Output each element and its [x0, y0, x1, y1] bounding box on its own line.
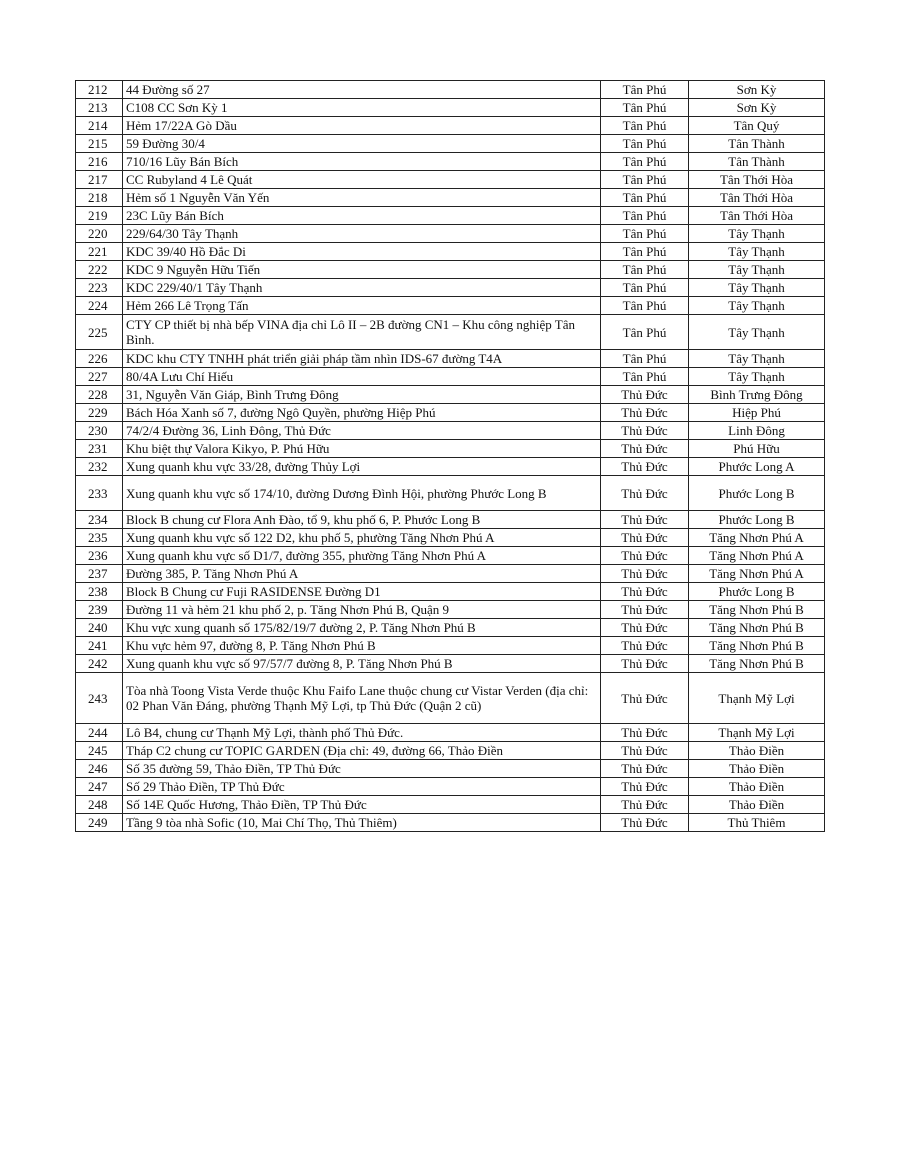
row-number: 233	[76, 476, 123, 511]
table-body	[76, 81, 825, 832]
table-row	[76, 529, 825, 547]
table-row	[76, 422, 825, 440]
ward-cell: Thạnh Mỹ Lợi	[689, 724, 825, 742]
address-cell: KDC 9 Nguyễn Hữu Tiến	[123, 261, 601, 279]
ward-cell: Tây Thạnh	[689, 243, 825, 261]
district-cell: Tân Phú	[601, 243, 689, 261]
table-row	[76, 796, 825, 814]
address-cell: Xung quanh khu vực số 122 D2, khu phố 5, phường Tăng Nhơn Phú A	[123, 529, 601, 547]
district-cell: Tân Phú	[601, 261, 689, 279]
row-number: 212	[76, 81, 123, 99]
row-number: 223	[76, 279, 123, 297]
district-cell: Tân Phú	[601, 297, 689, 315]
row-number: 240	[76, 619, 123, 637]
address-cell: CC Rubyland 4 Lê Quát	[123, 171, 601, 189]
row-number: 213	[76, 99, 123, 117]
ward-cell: Sơn Kỳ	[689, 99, 825, 117]
ward-cell: Tây Thạnh	[689, 279, 825, 297]
row-number: 234	[76, 511, 123, 529]
district-cell: Tân Phú	[601, 350, 689, 368]
row-number: 243	[76, 673, 123, 724]
table-row	[76, 619, 825, 637]
ward-cell: Tây Thạnh	[689, 315, 825, 350]
ward-cell: Bình Trưng Đông	[689, 386, 825, 404]
table-row	[76, 279, 825, 297]
row-number: 235	[76, 529, 123, 547]
locations-table	[75, 80, 825, 832]
address-cell: Hẻm 17/22A Gò Dầu	[123, 117, 601, 135]
ward-cell: Phước Long A	[689, 458, 825, 476]
table-row	[76, 440, 825, 458]
district-cell: Tân Phú	[601, 279, 689, 297]
district-cell: Thủ Đức	[601, 637, 689, 655]
row-number: 218	[76, 189, 123, 207]
district-cell: Thủ Đức	[601, 440, 689, 458]
row-number: 227	[76, 368, 123, 386]
district-cell: Tân Phú	[601, 135, 689, 153]
address-cell: Xung quanh khu vực số 97/57/7 đường 8, P. Tăng Nhơn Phú B	[123, 655, 601, 673]
table-row	[76, 476, 825, 511]
district-cell: Thủ Đức	[601, 673, 689, 724]
district-cell: Thủ Đức	[601, 583, 689, 601]
table-row	[76, 225, 825, 243]
table-row	[76, 814, 825, 832]
address-cell: Đường 385, P. Tăng Nhơn Phú A	[123, 565, 601, 583]
row-number: 222	[76, 261, 123, 279]
table-row	[76, 673, 825, 724]
ward-cell: Hiệp Phú	[689, 404, 825, 422]
table-row	[76, 207, 825, 225]
address-cell: 710/16 Lũy Bán Bích	[123, 153, 601, 171]
district-cell: Thủ Đức	[601, 619, 689, 637]
row-number: 215	[76, 135, 123, 153]
address-cell: 80/4A Lưu Chí Hiếu	[123, 368, 601, 386]
district-cell: Thủ Đức	[601, 547, 689, 565]
ward-cell: Thảo Điền	[689, 796, 825, 814]
district-cell: Tân Phú	[601, 81, 689, 99]
ward-cell: Tân Quý	[689, 117, 825, 135]
district-cell: Thủ Đức	[601, 742, 689, 760]
table-row	[76, 511, 825, 529]
table-row	[76, 261, 825, 279]
ward-cell: Phú Hữu	[689, 440, 825, 458]
row-number: 216	[76, 153, 123, 171]
address-cell: 31, Nguyễn Văn Giáp, Bình Trưng Đông	[123, 386, 601, 404]
row-number: 241	[76, 637, 123, 655]
ward-cell: Tăng Nhơn Phú A	[689, 565, 825, 583]
address-cell: KDC 229/40/1 Tây Thạnh	[123, 279, 601, 297]
row-number: 229	[76, 404, 123, 422]
address-cell: 229/64/30 Tây Thạnh	[123, 225, 601, 243]
address-cell: Tòa nhà Toong Vista Verde thuộc Khu Faifo Lane thuộc chung cư Vistar Verden (địa chỉ: 02 Phan Văn Đáng, phường Thạnh Mỹ Lợi, tp Thủ Đức (Quận 2 cũ)	[123, 673, 601, 724]
row-number: 237	[76, 565, 123, 583]
table-row	[76, 350, 825, 368]
address-cell: KDC khu CTY TNHH phát triển giải pháp tầm nhìn IDS-67 đường T4A	[123, 350, 601, 368]
address-cell: Số 14E Quốc Hương, Thảo Điền, TP Thủ Đức	[123, 796, 601, 814]
ward-cell: Tây Thạnh	[689, 350, 825, 368]
table-row	[76, 742, 825, 760]
table-row	[76, 171, 825, 189]
address-cell: Block B Chung cư Fuji RASIDENSE Đường D1	[123, 583, 601, 601]
table-row	[76, 778, 825, 796]
district-cell: Thủ Đức	[601, 511, 689, 529]
address-cell: 74/2/4 Đường 36, Linh Đông, Thủ Đức	[123, 422, 601, 440]
address-cell: Bách Hóa Xanh số 7, đường Ngô Quyền, phường Hiệp Phú	[123, 404, 601, 422]
ward-cell: Tân Thành	[689, 135, 825, 153]
row-number: 238	[76, 583, 123, 601]
district-cell: Thủ Đức	[601, 814, 689, 832]
row-number: 225	[76, 315, 123, 350]
district-cell: Thủ Đức	[601, 724, 689, 742]
table-row	[76, 135, 825, 153]
district-cell: Tân Phú	[601, 117, 689, 135]
row-number: 236	[76, 547, 123, 565]
address-cell: 44 Đường số 27	[123, 81, 601, 99]
address-cell: Khu vực xung quanh số 175/82/19/7 đường 2, P. Tăng Nhơn Phú B	[123, 619, 601, 637]
ward-cell: Tây Thạnh	[689, 261, 825, 279]
district-cell: Tân Phú	[601, 207, 689, 225]
row-number: 239	[76, 601, 123, 619]
row-number: 231	[76, 440, 123, 458]
district-cell: Thủ Đức	[601, 778, 689, 796]
address-cell: C108 CC Sơn Kỳ 1	[123, 99, 601, 117]
address-cell: Số 29 Thảo Điền, TP Thủ Đức	[123, 778, 601, 796]
address-cell: KDC 39/40 Hồ Đắc Di	[123, 243, 601, 261]
ward-cell: Thủ Thiêm	[689, 814, 825, 832]
district-cell: Tân Phú	[601, 171, 689, 189]
table-row	[76, 565, 825, 583]
row-number: 217	[76, 171, 123, 189]
district-cell: Tân Phú	[601, 315, 689, 350]
table-row	[76, 724, 825, 742]
ward-cell: Tăng Nhơn Phú B	[689, 637, 825, 655]
address-cell: Khu vực hẻm 97, đường 8, P. Tăng Nhơn Phú B	[123, 637, 601, 655]
table-row	[76, 153, 825, 171]
address-cell: Hẻm số 1 Nguyễn Văn Yến	[123, 189, 601, 207]
district-cell: Thủ Đức	[601, 796, 689, 814]
row-number: 230	[76, 422, 123, 440]
table-row	[76, 386, 825, 404]
address-cell: Đường 11 và hẻm 21 khu phố 2, p. Tăng Nhơn Phú B, Quận 9	[123, 601, 601, 619]
ward-cell: Sơn Kỳ	[689, 81, 825, 99]
ward-cell: Thảo Điền	[689, 760, 825, 778]
district-cell: Thủ Đức	[601, 422, 689, 440]
address-cell: Hẻm 266 Lê Trọng Tấn	[123, 297, 601, 315]
address-cell: Số 35 đường 59, Thảo Điền, TP Thủ Đức	[123, 760, 601, 778]
ward-cell: Tây Thạnh	[689, 297, 825, 315]
table-row	[76, 189, 825, 207]
address-cell: Xung quanh khu vực số D1/7, đường 355, phường Tăng Nhơn Phú A	[123, 547, 601, 565]
ward-cell: Thảo Điền	[689, 742, 825, 760]
address-cell: 23C Lũy Bán Bích	[123, 207, 601, 225]
row-number: 247	[76, 778, 123, 796]
row-number: 220	[76, 225, 123, 243]
table-row	[76, 637, 825, 655]
ward-cell: Tăng Nhơn Phú A	[689, 529, 825, 547]
ward-cell: Tây Thạnh	[689, 368, 825, 386]
ward-cell: Phước Long B	[689, 583, 825, 601]
row-number: 242	[76, 655, 123, 673]
district-cell: Thủ Đức	[601, 476, 689, 511]
table-row	[76, 117, 825, 135]
ward-cell: Tây Thạnh	[689, 225, 825, 243]
row-number: 246	[76, 760, 123, 778]
ward-cell: Tăng Nhơn Phú B	[689, 655, 825, 673]
table-row	[76, 601, 825, 619]
row-number: 214	[76, 117, 123, 135]
row-number: 248	[76, 796, 123, 814]
ward-cell: Tân Thới Hòa	[689, 207, 825, 225]
district-cell: Tân Phú	[601, 153, 689, 171]
row-number: 245	[76, 742, 123, 760]
table-row	[76, 315, 825, 350]
table-row	[76, 655, 825, 673]
address-cell: Block B chung cư Flora Anh Đào, tổ 9, khu phố 6, P. Phước Long B	[123, 511, 601, 529]
row-number: 219	[76, 207, 123, 225]
ward-cell: Tăng Nhơn Phú A	[689, 547, 825, 565]
district-cell: Thủ Đức	[601, 565, 689, 583]
address-cell: Xung quanh khu vực số 174/10, đường Dương Đình Hội, phường Phước Long B	[123, 476, 601, 511]
table-row	[76, 368, 825, 386]
row-number: 224	[76, 297, 123, 315]
district-cell: Thủ Đức	[601, 760, 689, 778]
district-cell: Thủ Đức	[601, 386, 689, 404]
ward-cell: Linh Đông	[689, 422, 825, 440]
district-cell: Thủ Đức	[601, 458, 689, 476]
ward-cell: Phước Long B	[689, 511, 825, 529]
district-cell: Thủ Đức	[601, 529, 689, 547]
table-row	[76, 583, 825, 601]
ward-cell: Phước Long B	[689, 476, 825, 511]
ward-cell: Tăng Nhơn Phú B	[689, 619, 825, 637]
district-cell: Tân Phú	[601, 225, 689, 243]
district-cell: Thủ Đức	[601, 601, 689, 619]
row-number: 232	[76, 458, 123, 476]
ward-cell: Tân Thới Hòa	[689, 189, 825, 207]
district-cell: Thủ Đức	[601, 404, 689, 422]
address-cell: Khu biệt thự Valora Kikyo, P. Phú Hữu	[123, 440, 601, 458]
ward-cell: Tân Thới Hòa	[689, 171, 825, 189]
table-row	[76, 458, 825, 476]
table-row	[76, 297, 825, 315]
row-number: 244	[76, 724, 123, 742]
ward-cell: Thạnh Mỹ Lợi	[689, 673, 825, 724]
ward-cell: Tân Thành	[689, 153, 825, 171]
row-number: 221	[76, 243, 123, 261]
table-row	[76, 760, 825, 778]
table-row	[76, 547, 825, 565]
address-cell: CTY CP thiết bị nhà bếp VINA địa chỉ Lô II – 2B đường CN1 – Khu công nghiệp Tân Bình.	[123, 315, 601, 350]
address-cell: 59 Đường 30/4	[123, 135, 601, 153]
table-row	[76, 81, 825, 99]
row-number: 228	[76, 386, 123, 404]
district-cell: Tân Phú	[601, 99, 689, 117]
address-cell: Xung quanh khu vực 33/28, đường Thủy Lợi	[123, 458, 601, 476]
row-number: 226	[76, 350, 123, 368]
row-number: 249	[76, 814, 123, 832]
table-row	[76, 99, 825, 117]
address-cell: Tầng 9 tòa nhà Sofic (10, Mai Chí Thọ, Thủ Thiêm)	[123, 814, 601, 832]
address-cell: Lô B4, chung cư Thạnh Mỹ Lợi, thành phố Thủ Đức.	[123, 724, 601, 742]
ward-cell: Thảo Điền	[689, 778, 825, 796]
table-row	[76, 243, 825, 261]
table-row	[76, 404, 825, 422]
district-cell: Tân Phú	[601, 368, 689, 386]
address-cell: Tháp C2 chung cư TOPIC GARDEN (Địa chỉ: 49, đường 66, Thảo Điền	[123, 742, 601, 760]
district-cell: Tân Phú	[601, 189, 689, 207]
district-cell: Thủ Đức	[601, 655, 689, 673]
ward-cell: Tăng Nhơn Phú B	[689, 601, 825, 619]
